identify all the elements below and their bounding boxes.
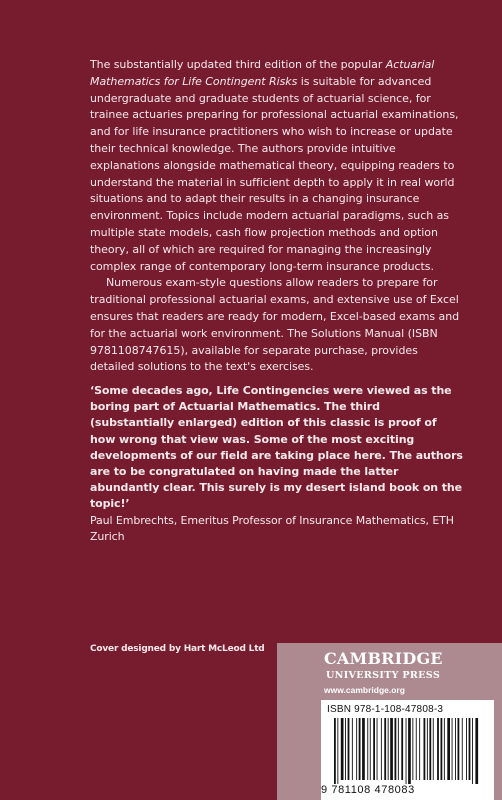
description-body: is suitable for advanced undergraduate and graduate students of actuarial science, for trainee actuaries preparing for professional actuarial examinations, and for life insurance practitioners who wish to increase or update their technical knowledge. The authors provide intuitive explanations alongside mathematical theory, equipping readers to understand the material in sufficient depth to apply it in real world situations and to adapt their results in a changing insurance environment. Topics include modern actuarial paradigms, such as multiple state models, cash flow projection methods and option theory, all of which are required for managing the increasingly complex range of contemporary long-term insurance products. xyxy=(90,74,459,273)
publisher-url: www.cambridge.org xyxy=(324,685,405,695)
publisher-subtitle: UNIVERSITY PRESS xyxy=(326,670,441,681)
endorsement xyxy=(90,383,465,545)
barcode-icon xyxy=(328,718,488,784)
barcode-digits: 9 781108 478083 xyxy=(321,784,415,796)
description-intro: The substantially updated third edition of the popular xyxy=(90,58,386,71)
book-description xyxy=(90,57,462,376)
description-paragraph-2: Numerous exam-style questions allow readers to prepare for traditional professional actuarial exams, and extensive use of Excel ensures that readers are ready for modern, Excel-based exams and for the actuarial work environment. The Solutions Manual (ISBN 9781108747615), available for separate purchase, provides detailed solutions to the text's exercises. xyxy=(90,276,460,374)
endorsement-quote: ‘Some decades ago, Life Contingencies were viewed as the boring part of Actuarial Mathematics. The third (substantially enlarged) edition of this classic is proof of how wrong that view was. Some of the most exciting developments of our field are taking place here. The authors are to be congratulated on having made the latter abundantly clear. This surely is my desert island book on the topic!’ xyxy=(90,384,463,511)
book-title: Actuarial Mathematics for Life Contingent Risks xyxy=(90,58,435,88)
cover-credit: Cover designed by Hart McLeod Ltd xyxy=(90,644,265,654)
publisher-panel xyxy=(277,643,502,800)
barcode-block xyxy=(321,700,494,800)
isbn-label: ISBN 978-1-108-47808-3 xyxy=(327,704,444,715)
endorsement-attribution: Paul Embrechts, Emeritus Professor of Insurance Mathematics, ETH Zurich xyxy=(90,513,454,543)
description-paragraph-1 xyxy=(90,57,462,275)
publisher-name: CAMBRIDGE xyxy=(324,649,443,668)
